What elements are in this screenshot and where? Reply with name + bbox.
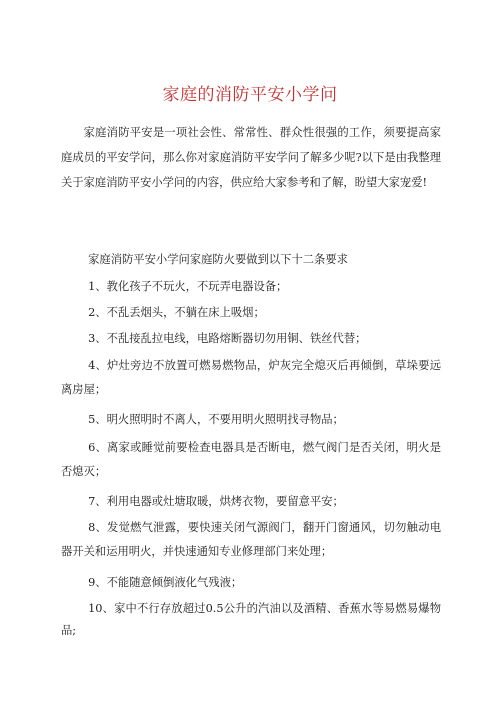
list-item: 10、家中不行存放超过0.5公升的汽油以及酒精、香蕉水等易燃易爆物品; — [61, 602, 441, 637]
list-item: 3、不乱接乱拉电线，电路熔断器切勿用铜、铁丝代替； — [88, 332, 367, 345]
list-item: 8、发觉燃气泄露，要快速关闭气源阀门，翻开门窗通风，切勿触动电器开关和运用明火，并快速通知专业修理部门来处理； — [61, 521, 441, 558]
section-heading: 家庭消防平安小学问家庭防火要做到以下十二条要求 — [88, 253, 348, 266]
list-item: 1、教化孩子不玩火，不玩弄电器设备； — [88, 280, 288, 293]
list-item: 9、不能随意倾倒液化气残液； — [88, 576, 243, 589]
document-title: 家庭的消防平安小学问 — [162, 85, 338, 105]
list-item: 5、明火照明时不离人，不要用明火照明找寻物品； — [88, 413, 344, 426]
list-item: 7、利用电器或灶塘取暖，烘烤衣物，要留意平安； — [88, 495, 344, 508]
intro-paragraph: 家庭消防平安是一项社会性、常常性、群众性很强的工作，须要提高家庭成员的平安学问，那么你对家庭消防平安学问了解多少呢?以下是由我整理关于家庭消防平安小学问的内容，供应给大家参考和了解，盼望大家宠爱! — [61, 126, 441, 189]
list-item: 6、离家或睡觉前要检查电器具是否断电，燃气阀门是否关闭，明火是否熄灭； — [61, 441, 441, 478]
list-item: 4、炉灶旁边不放置可燃易燃物品，炉灰完全熄灭后再倾倒，草垛要远离房屋； — [61, 359, 441, 396]
list-item: 2、不乱丢烟头，不躺在床上吸烟； — [88, 306, 265, 319]
